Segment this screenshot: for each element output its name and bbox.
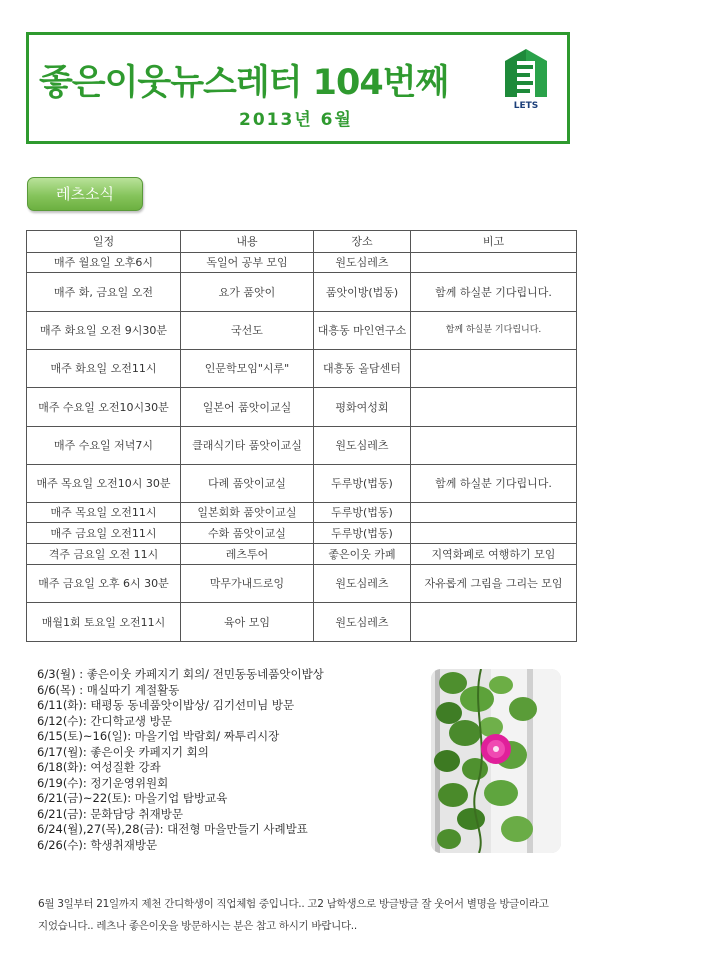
schedule-table <box>26 230 577 642</box>
table-cell: 수화 품앗이교실 <box>181 523 314 544</box>
table-row <box>27 350 577 388</box>
list-item: 6/6(목) : 매실따기 계절활동 <box>37 682 180 697</box>
list-item: 6/17(월): 좋은이웃 카페지기 회의 <box>37 744 209 759</box>
table-cell: 격주 금요일 오전 11시 <box>27 544 181 565</box>
logo-text: LETS <box>513 101 539 111</box>
table-cell: 좋은이웃 카페 <box>314 544 411 565</box>
table-cell: 원도심레츠 <box>314 253 411 273</box>
table-row <box>27 465 577 503</box>
table-cell: 매주 화요일 오전11시 <box>27 350 181 388</box>
table-cell: 국선도 <box>181 312 314 350</box>
table-cell: 클래식기타 품앗이교실 <box>181 427 314 465</box>
table-cell: 인문학모임"시루" <box>181 350 314 388</box>
list-item: 6/21(금): 문화담당 취재방문 <box>37 806 183 821</box>
table-row <box>27 388 577 427</box>
column-header-note: 비고 <box>411 231 577 253</box>
table-cell: 자유롭게 그림을 그리는 모임 <box>411 565 577 603</box>
list-item: 6/24(월),27(목),28(금): 대전형 마을만들기 사례발표 <box>37 822 308 836</box>
table-cell: 매주 목요일 오전10시 30분 <box>27 465 181 503</box>
table-cell: 막무가내드로잉 <box>181 565 314 603</box>
table-cell <box>411 350 577 388</box>
table-row <box>27 523 577 544</box>
table-row <box>27 427 577 465</box>
table-cell: 함께 하실분 기다립니다. <box>411 273 577 312</box>
issue-date: 2013년 6월 <box>239 110 353 130</box>
table-cell: 매주 목요일 오전11시 <box>27 503 181 523</box>
table-cell: 원도심레츠 <box>314 427 411 465</box>
table-cell: 매주 금요일 오후 6시 30분 <box>27 565 181 603</box>
table-cell: 대흥동 마인연구소 <box>314 312 411 350</box>
table-cell: 품앗이방(법동) <box>314 273 411 312</box>
table-cell: 매주 화, 금요일 오전 <box>27 273 181 312</box>
list-item: 6/11(화): 태평동 동네품앗이밥상/ 김기선미님 방문 <box>37 698 295 712</box>
table-cell: 두루방(법동) <box>314 523 411 544</box>
list-item: 6/21(금)~22(토): 마을기업 탐방교육 <box>37 791 228 805</box>
table-cell: 대흥동 올담센터 <box>314 350 411 388</box>
table-row <box>27 273 577 312</box>
table-cell: 육아 모임 <box>181 603 314 642</box>
table-cell: 원도심레츠 <box>314 603 411 642</box>
table-cell: 매주 수요일 저녁7시 <box>27 427 181 465</box>
notice-line: 6월 3일부터 21일까지 제천 간디학생이 직업체험 중입니다.. 고2 남학생으로 방글방글 잘 웃어서 별명을 방글이라고 <box>38 898 549 910</box>
table-cell <box>411 253 577 273</box>
table-cell: 요가 품앗이 <box>181 273 314 312</box>
table-cell: 함께 하실분 기다립니다. <box>411 312 577 350</box>
table-cell: 독일어 공부 모임 <box>181 253 314 273</box>
table-header-row <box>27 231 577 253</box>
table-cell: 일본회화 품앗이교실 <box>181 503 314 523</box>
table-row <box>27 565 577 603</box>
flower-photo <box>431 669 561 853</box>
section-tab-lets-news[interactable]: 레츠소식 <box>27 177 143 211</box>
column-header-schedule: 일정 <box>27 231 181 253</box>
table-cell: 다례 품앗이교실 <box>181 465 314 503</box>
notice-line: 지었습니다.. 레츠나 좋은이웃을 방문하시는 분은 참고 하시기 바랍니다.. <box>38 920 357 932</box>
table-cell: 두루방(법동) <box>314 503 411 523</box>
table-cell: 매주 화요일 오전 9시30분 <box>27 312 181 350</box>
table-cell: 매주 수요일 오전10시30분 <box>27 388 181 427</box>
table-cell: 매주 월요일 오후6시 <box>27 253 181 273</box>
table-cell: 두루방(법동) <box>314 465 411 503</box>
table-cell: 일본어 품앗이교실 <box>181 388 314 427</box>
list-item: 6/18(화): 여성질환 강좌 <box>37 760 161 774</box>
table-cell: 레츠투어 <box>181 544 314 565</box>
table-cell: 지역화폐로 여행하기 모임 <box>411 544 577 565</box>
table-cell <box>411 503 577 523</box>
table-row <box>27 312 577 350</box>
table-cell <box>411 603 577 642</box>
newsletter-header <box>26 32 570 144</box>
table-row <box>27 253 577 273</box>
list-item: 6/12(수): 간디학교생 방문 <box>37 713 172 728</box>
list-item: 6/15(토)~16(일): 마을기업 박람회/ 짜투리시장 <box>37 729 280 743</box>
column-header-content: 내용 <box>181 231 314 253</box>
table-cell: 매주 금요일 오전11시 <box>27 523 181 544</box>
morning-glory-icon <box>431 669 561 853</box>
column-header-place: 장소 <box>314 231 411 253</box>
notice-text <box>38 893 598 937</box>
list-item: 6/26(수): 학생취재방문 <box>37 837 158 852</box>
table-cell <box>411 388 577 427</box>
table-cell: 매월1회 토요일 오전11시 <box>27 603 181 642</box>
table-row <box>27 503 577 523</box>
table-cell: 평화여성회 <box>314 388 411 427</box>
newsletter-title: 좋은이웃뉴스레터 104번째 <box>39 63 449 103</box>
table-cell <box>411 427 577 465</box>
table-row <box>27 603 577 642</box>
table-cell <box>411 523 577 544</box>
list-item: 6/3(월) : 좋은이웃 카페지기 회의/ 전민동동네품앗이밥상 <box>37 667 324 681</box>
event-list <box>37 667 427 853</box>
table-cell: 함께 하실분 기다립니다. <box>411 465 577 503</box>
table-row <box>27 544 577 565</box>
list-item: 6/19(수): 정기운영위원회 <box>37 775 169 790</box>
table-cell: 원도심레츠 <box>314 565 411 603</box>
